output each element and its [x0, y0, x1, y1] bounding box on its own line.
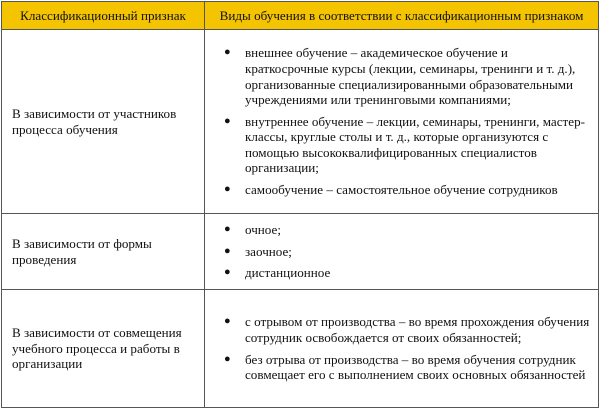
items-cell: [205, 290, 599, 408]
criterion-text: В зависимости от участников процесса обучения: [12, 105, 177, 137]
list-item: ● без отрыва от производства – во время обучения сотрудник совмещает его с выполнением своих основных обязанностей: [224, 351, 586, 383]
list-item: ● дистанционное: [224, 265, 331, 281]
items-cell: [205, 30, 599, 214]
bullet-list: [205, 222, 598, 281]
table-row: [2, 290, 599, 408]
criterion-cell: [2, 290, 205, 408]
criterion-text: В зависимости от совмещения учебного процесса и работы в организации: [12, 325, 182, 372]
bullet-list: [205, 45, 598, 197]
bullet-icon: ●: [224, 223, 231, 236]
list-item: ● очное;: [224, 222, 281, 238]
items-cell: [205, 214, 599, 290]
table-row: [2, 30, 599, 214]
list-item: ● заочное;: [224, 243, 292, 259]
bullet-icon: ●: [224, 266, 231, 279]
criterion-cell: [2, 30, 205, 214]
table-row: [2, 214, 599, 290]
bullet-icon: ●: [224, 114, 231, 127]
table-header-row: [2, 2, 599, 30]
bullet-icon: ●: [224, 46, 231, 59]
bullet-list: [205, 314, 598, 382]
classification-table: [1, 1, 599, 408]
criterion-text: В зависимости от формы проведения: [12, 235, 152, 267]
list-item: ● внутреннее обучение – лекции, семинары, тренинги, мастер-классы, круглые столы и т. д., которые организуются с помощью высококвалифицированных специалистов организации;: [224, 113, 585, 176]
header-training-types: Виды обучения в соответствии с классификационным признаком: [205, 2, 599, 30]
header-criterion: Классификационный признак: [2, 2, 205, 30]
list-item: ● с отрывом от производства – во время прохождения обучения сотрудник освобождается от своих обязанностей;: [224, 314, 590, 345]
list-item: ● самообучение – самостоятельное обучение сотрудников: [224, 182, 558, 198]
criterion-cell: [2, 214, 205, 290]
bullet-icon: ●: [224, 352, 231, 365]
bullet-icon: ●: [224, 183, 231, 196]
bullet-icon: ●: [224, 244, 231, 257]
bullet-icon: ●: [224, 315, 231, 328]
list-item: ● внешнее обучение – академическое обучение и краткосрочные курсы (лекции, семинары, тренинги и т. д.), организованные специализированными образовательными учреждениями или тренинговыми компаниями;: [224, 45, 576, 108]
